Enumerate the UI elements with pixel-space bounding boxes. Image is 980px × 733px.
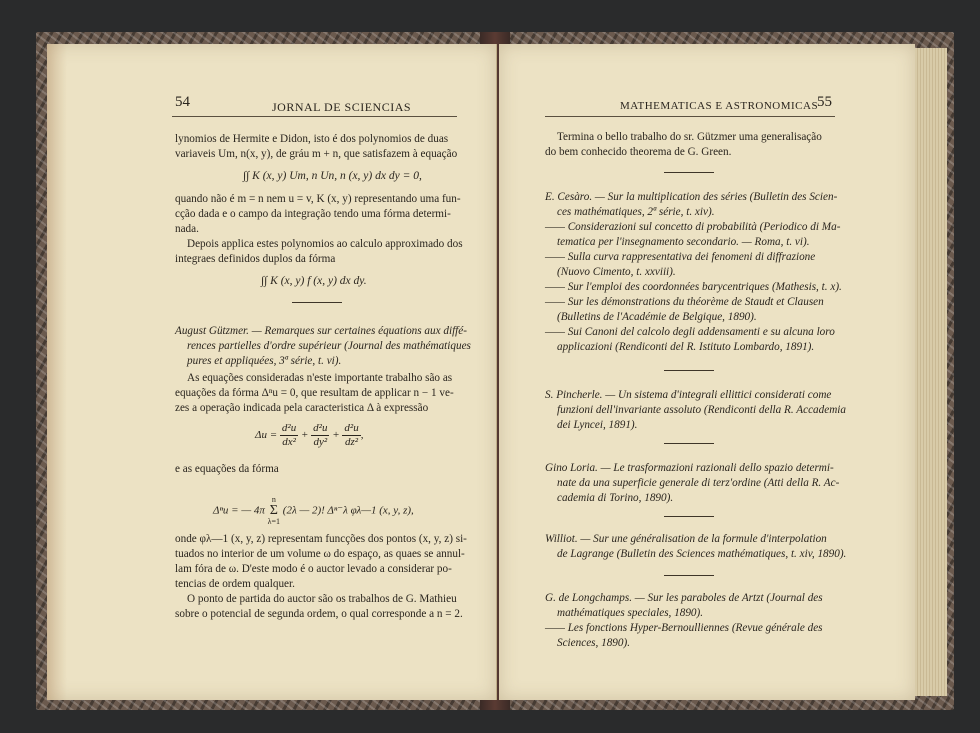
section-separator [664, 575, 714, 576]
header-rule [172, 116, 457, 117]
fraction-numerator: d²u [344, 422, 359, 434]
text-line: O ponto de partida do auctor são os trabalhos de G. Mathieu [187, 593, 457, 605]
citation-line: G. de Longchamps. — Sur les paraboles de Artzt (Journal des [545, 592, 823, 604]
summation [268, 496, 280, 526]
text-line: integraes definidos duplos da fórma [175, 253, 336, 265]
citation-line: —— Considerazioni sul concetto di probabilità (Periodico di Ma- [545, 221, 841, 233]
text-line: nada. [175, 223, 199, 235]
citation-line: E. Cesàro. — Sur la multiplication des séries (Bulletin des Scien- [545, 191, 838, 203]
text-line: equações da fórma Δⁿu = 0, que resultam de applicar n − 1 ve- [175, 387, 454, 399]
citation-line: (Bulletins de l'Académie de Belgique, 1890). [557, 311, 757, 323]
section-separator [292, 302, 342, 303]
running-header: JORNAL DE SCIENCIAS [272, 100, 412, 114]
text-line: do bem conhecido theorema de G. Green. [545, 146, 732, 158]
page-number: 55 [817, 94, 832, 110]
fraction-numerator: d²u [313, 422, 328, 434]
citation-line: funzioni dell'invariante assoluto (Rendiconti della R. Accademia [557, 404, 846, 416]
text-line: cção dada e o campo da integração tendo uma fórma determi- [175, 208, 451, 220]
formula-integral: ∫∫ K (x, y) f (x, y) dx dy. [261, 275, 367, 287]
citation-line: nate da una superficie generale di terz'ordine (Atti della R. Ac- [557, 477, 840, 489]
citation-line: cademia di Torino, 1890). [557, 492, 674, 504]
header-rule [545, 116, 835, 117]
formula-laplacian [255, 422, 363, 449]
section-separator [664, 516, 714, 517]
running-header: MATHEMATICAS E ASTRONOMICAS [620, 100, 819, 112]
citation-line: pures et appliquées, 3ª série, t. vi). [187, 355, 342, 367]
citation-line: Gino Loria. — Le trasformazioni razionali dello spazio determi- [545, 462, 834, 474]
section-separator [664, 443, 714, 444]
citation-line: rences partielles d'ordre supérieur (Journal des mathématiques [187, 340, 471, 352]
formula-end: , [360, 429, 364, 442]
citation-line: —— Les fonctions Hyper-Bernoulliennes (Revue générale des [545, 622, 823, 634]
citation-line: August Gützmer. — Remarques sur certaines équations aux diffé- [175, 325, 467, 337]
fraction [342, 422, 360, 449]
citation-line: mathématiques speciales, 1890). [557, 607, 704, 619]
fraction-numerator: d²u [281, 422, 297, 434]
plus-sign: + [300, 429, 309, 442]
section-separator [664, 370, 714, 371]
text-line: e as equações da fórma [175, 463, 279, 475]
text-line: quando não é m = n nem u = v, K (x, y) representando uma fun- [175, 193, 461, 205]
text-line: variaveis Um, n(x, y), de gráu m + n, que satisfazem à equação [175, 148, 458, 160]
text-line: tencias de ordem qualquer. [175, 578, 295, 590]
citation-line: —— Sur les démonstrations du théorème de Staudt et Clausen [545, 296, 824, 308]
fraction-denominator: dz² [345, 436, 359, 448]
citation-line: tematica per l'insegnamento secondario. — Roma, t. vi). [557, 236, 810, 248]
formula-rhs: (2λ — 2)! Δⁿ⁻λ φλ—1 (x, y, z), [282, 504, 414, 517]
text-line: Depois applica estes polynomios ao calculo approximado dos [187, 238, 463, 250]
sigma-symbol: Σ [269, 503, 278, 518]
section-separator [664, 172, 714, 173]
text-line: Termina o bello trabalho do sr. Gützmer uma generalisação [557, 131, 822, 143]
fraction-denominator: dx² [282, 436, 296, 448]
citation-line: dei Lyncei, 1891). [557, 419, 638, 431]
citation-line: —— Sui Canoni del calcolo degli addensamenti e su alcuna loro [545, 326, 835, 338]
plus-sign: + [332, 429, 340, 442]
sum-upper-limit: n [271, 495, 276, 504]
text-line: lynomios de Hermite e Didon, isto é dos polynomios de duas [175, 133, 449, 145]
citation-line: S. Pincherle. — Un sistema d'integrali ellittici considerati come [545, 389, 832, 401]
text-line: sobre o potencial de segunda ordem, o qual corresponde a n = 2. [175, 608, 463, 620]
citation-line: Sciences, 1890). [557, 637, 631, 649]
formula-integral: ∫∫ K (x, y) Um, n Un, n (x, y) dx dy = 0, [243, 170, 422, 182]
text-line: onde φλ—1 (x, y, z) representam funcções dos pontos (x, y, z) si- [175, 533, 467, 545]
citation-line: de Lagrange (Bulletin des Sciences mathématiques, t. xiv, 1890). [557, 548, 847, 560]
formula-lhs: Δu = [255, 429, 278, 442]
left-page [47, 44, 497, 700]
formula-lhs: Δⁿu = — 4π [213, 504, 265, 517]
citation-line: ces mathématiques, 2ª série, t. xiv). [557, 206, 715, 218]
fraction [280, 422, 298, 449]
text-line: zes a operação indicada pela caracteristica Δ à expressão [175, 402, 429, 414]
text-line: lam fóra de ω. D'este modo é o auctor levado a considerar po- [175, 563, 452, 575]
fraction-denominator: dy² [313, 436, 328, 448]
citation-line: —— Sulla curva rappresentativa dei fenomeni di diffrazione [545, 251, 816, 263]
citation-line: applicazioni (Rendiconti del R. Istituto Lombardo, 1891). [557, 341, 815, 353]
citation-line: (Nuovo Cimento, t. xxviii). [557, 266, 676, 278]
text-line: As equações consideradas n'este importante trabalho são as [187, 372, 453, 384]
citation-line: Williot. — Sur une généralisation de la formule d'interpolation [545, 533, 827, 545]
right-page [499, 44, 915, 700]
sum-lower-limit: λ=1 [267, 517, 281, 526]
formula-sum [213, 496, 414, 526]
fraction [311, 422, 329, 449]
citation-line: —— Sur l'emploi des coordonnées barycentriques (Mathesis, t. x). [545, 281, 842, 293]
text-line: tuados no interior de um volume ω do espaço, as quaes se annul- [175, 548, 465, 560]
page-number: 54 [175, 94, 190, 110]
